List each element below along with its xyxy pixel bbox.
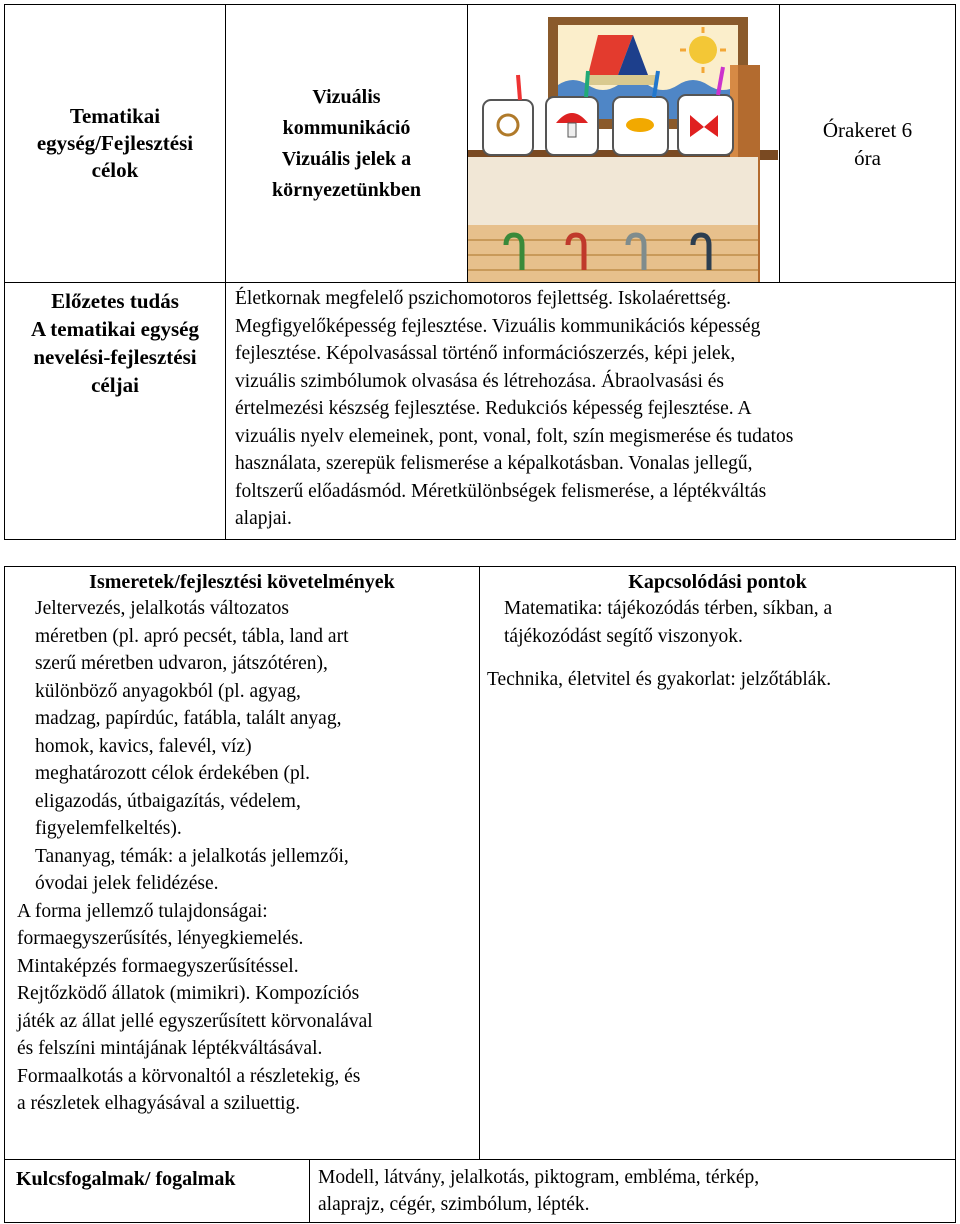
key-concepts-label-cell	[4, 1159, 310, 1223]
illustration-cell	[467, 4, 780, 283]
prerequisites-text: Életkornak megfelelő pszichomotoros fejlettség. Iskolaérettség.	[235, 288, 732, 309]
connections-tech: Technika, életvitel és gyakorlat: jelzőtáblák.	[487, 669, 832, 690]
key-concepts-text-cell: Modell, látvány, jelalkotás, piktogram, embléma, térkép, alaprajz, cégér, szimbólum, lépték.	[309, 1159, 956, 1223]
goals-label-cell	[4, 282, 226, 540]
connections-math: Matematika: tájékozódás térben, síkban, a tájékozódást segítő viszonyok.	[504, 598, 833, 647]
time-frame-cell	[779, 4, 956, 283]
topic-title: Vizuális kommunikáció Vizuális jelek a környezetünkben	[272, 85, 421, 201]
time-frame: Órakeret 6 óra	[822, 117, 913, 170]
goals-text: Megfigyelőképesség fejlesztése. Vizuális kommunikációs képesség fejlesztése. Képolvasással történő információszerzés, képi jelek, vizuális szimbólumok olvasása és létrehozása. Ábraolvasási és értelmezési készség fejlesztése. Redukciós képesség fejlesztése. A vizuális nyelv elemeinek, pont, vonal, folt, szín megismerése és tudatos használata, szerepük felismerése a képalkotásban. Vonalas jellegű, foltszerű előadásmód. Méretkülönbségek felismerése, a léptékváltás alapjai.	[235, 315, 794, 529]
requirements-text: Jeltervezés, jelalkotás változatos méretben (pl. apró pecsét, tábla, land art szerű méretben udvaron, játszótéren), különböző anyagokból (pl. agyag, madzag, papírdúc, fatábla, talált anyag, homok, kavics, falevél, víz) meghatározott célok érdekében (pl. eligazodás, útbaigazítás, védelem, figyelemfelkeltés). Tananyag, témák: a jelalkotás jellemzői, óvodai jelek felidézése. A forma jellemző tulajdonságai: formaegyszerűsítés, lényegkiemelés. Mintaképzés formaegyszerűsítéssel. Rejtőzködő állatok (mimikri). Kompozíciós játék az állat jellé egyszerűsített körvonalával és felszíni mintájának léptékváltásával. Formaalkotás a körvonaltól a részletekig, és a részletek elhagyásával a sziluettig.	[5, 595, 479, 1118]
goals-label: A tematikai egység nevelési-fejlesztési céljai	[31, 317, 199, 397]
requirements-header: Ismeretek/fejlesztési követelmények	[89, 571, 395, 593]
topic-title-cell	[225, 4, 468, 283]
connections-cell	[479, 566, 956, 1160]
goals-text-cell	[225, 282, 956, 540]
topic-label-cell	[4, 4, 226, 283]
topic-label: Tematikai egység/Fejlesztési célok	[36, 104, 194, 182]
connections-header: Kapcsolódási pontok	[628, 571, 807, 593]
requirements-cell	[4, 566, 480, 1160]
prerequisites-label: Előzetes tudás	[51, 289, 179, 313]
requirements-indented: Jeltervezés, jelalkotás változatos méretben (pl. apró pecsét, tábla, land art szerű méretben udvaron, játszótéren), különböző anyagokból (pl. agyag, madzag, papírdúc, fatábla, talált anyag, homok, kavics, falevél, víz) meghatározott célok érdekében (pl. eligazodás, útbaigazítás, védelem, figyelemfelkeltés). Tananyag, témák: a jelalkotás jellemzői, óvodai jelek felidézése.	[35, 598, 349, 894]
key-concepts-label: Kulcsfogalmak/ fogalmak	[16, 1168, 236, 1190]
mugs-on-shelf-illustration	[468, 5, 778, 282]
